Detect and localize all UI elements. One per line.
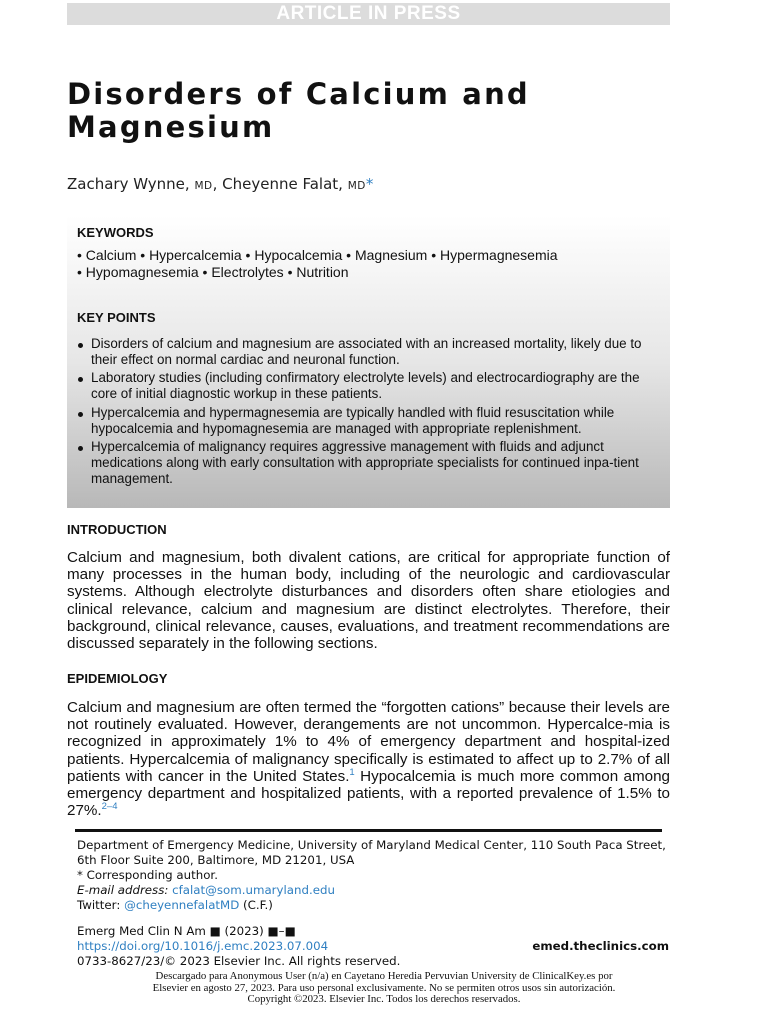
introduction-heading: INTRODUCTION	[67, 522, 167, 537]
keywords-line	[77, 264, 349, 280]
twitter-label: Twitter:	[77, 898, 121, 912]
download-notice: Descargado para Anonymous User (n/a) en Cayetano Heredia Pervuvian University de ClinicalKey.es por Elsevier en agosto 27, 2023. Para uso personal exclusivamente. No se permiten otros usos sin autorización. Copyright ©2023. Elsevier Inc. Todos los derechos reservados.	[152, 970, 616, 1006]
article-title: Disorders of Calcium and Magnesium	[67, 77, 530, 144]
email-link[interactable]: cfalat@som.umaryland.edu	[172, 883, 335, 897]
author-name-wynne: Zachary Wynne,	[67, 175, 195, 193]
affiliation-note: Department of Emergency Medicine, University of Maryland Medical Center, 110 South Paca Street, 6th Floor Suite 200, Baltimore, MD 21201, USA	[77, 838, 666, 867]
footnote-divider	[75, 829, 662, 832]
author-line	[67, 175, 373, 195]
corresponding-author-note: * Corresponding author.	[77, 868, 218, 882]
doi-link[interactable]: https://doi.org/10.1016/j.emc.2023.07.004	[77, 939, 329, 953]
keywords-heading: KEYWORDS	[77, 225, 154, 240]
key-point-item: Hypercalcemia and hypermagnesemia are typically handled with fluid resuscitation while hypocalcemia and hypomagnesemia are managed with appropriate replenishment.	[77, 405, 652, 436]
author-separator: ,	[212, 175, 223, 193]
author-credential: MD	[347, 180, 366, 192]
key-point-item: Laboratory studies (including confirmatory electrolyte levels) and electrocardiography are the core of initial diagnostic workup in these patients.	[77, 370, 652, 401]
email-label: E-mail address:	[77, 883, 169, 897]
doi-line	[77, 939, 328, 954]
key-points-heading: KEY POINTS	[77, 310, 156, 325]
keyword: • Hypomagnesemia	[77, 264, 199, 280]
author-credential: MD	[194, 180, 213, 192]
keyword: • Electrolytes	[203, 264, 284, 280]
corresponding-author-link[interactable]: *	[365, 175, 374, 193]
keywords-line	[77, 247, 558, 263]
key-point-item: Disorders of calcium and magnesium are associated with an increased mortality, likely due to their effect on normal cardiac and neuronal function.	[77, 336, 652, 367]
keyword: • Magnesium	[346, 247, 427, 263]
key-points-list	[77, 336, 652, 489]
epidemiology-text: Calcium and magnesium are often termed the “forgotten cations” because their levels are not routinely evaluated. However, derangements are not uncommon. Hypercalce-mia is recognized in approximately 1% to 4% of emergency department and hospital-ized patients. Hypercalcemia of malignancy specifically is estimated to affect up to 2.7% of all patients with cancer in the United States.	[67, 699, 670, 785]
reference-link[interactable]: 1	[349, 766, 355, 778]
email-line	[77, 883, 667, 898]
introduction-paragraph: Calcium and magnesium, both divalent cations, are critical for appropriate function of many processes in the human body, including of the neurologic and cardiovascular systems. Although electrolyte disturbances and disorders often share etiologies and clinical relevance, calcium and magnesium are distinct electrolytes. Therefore, their background, clinical relevance, causes, evaluations, and treatment recommendations are discussed separately in the following sections.	[67, 549, 670, 653]
journal-citation: Emerg Med Clin N Am ■ (2023) ■–■	[77, 924, 296, 938]
epidemiology-heading: EPIDEMIOLOGY	[67, 671, 168, 686]
keyword: • Calcium	[77, 247, 136, 263]
key-point-item: Hypercalcemia of malignancy requires aggressive management with fluids and adjunct medications along with early consultation with appropriate specialists for continued inpa-tient management.	[77, 439, 652, 486]
twitter-line	[77, 898, 667, 913]
copyright-line: 0733-8627/23/© 2023 Elsevier Inc. All rights reserved.	[77, 954, 401, 968]
article-in-press-banner: ARTICLE IN PRESS	[67, 3, 670, 25]
reference-link[interactable]: 2–4	[101, 801, 118, 813]
keyword: • Hypermagnesemia	[431, 247, 557, 263]
epidemiology-paragraph	[67, 699, 670, 819]
twitter-suffix: (C.F.)	[239, 898, 273, 912]
keyword: • Hypocalcemia	[246, 247, 343, 263]
journal-website[interactable]: emed.theclinics.com	[532, 939, 669, 953]
epidemiology-text: Hypocalcemia is much more common among emergency department and hospitalized patients, with a reported prevalence of 1.5% to 27%.	[67, 767, 670, 820]
keyword: • Nutrition	[288, 264, 349, 280]
keywords-keypoints-box	[67, 216, 670, 508]
keyword: • Hypercalcemia	[140, 247, 241, 263]
twitter-link[interactable]: @cheyennefalatMD	[124, 898, 240, 912]
author-name-falat: Cheyenne Falat,	[222, 175, 348, 193]
